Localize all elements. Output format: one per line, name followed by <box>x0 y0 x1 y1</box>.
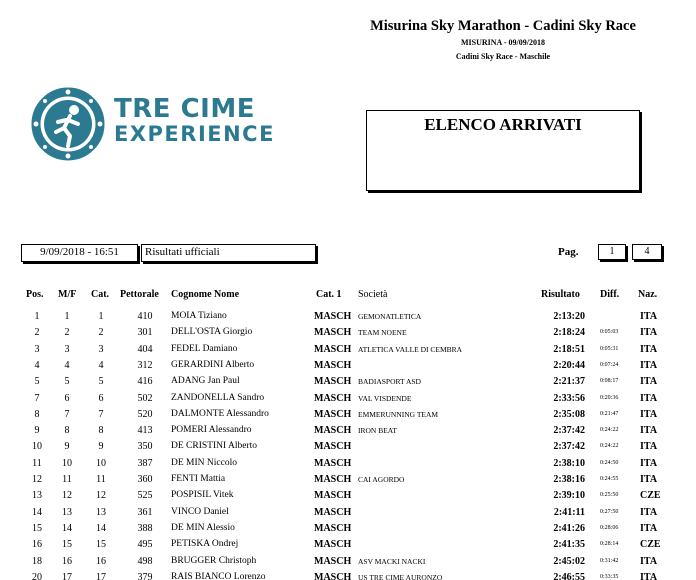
cell-mf: 17 <box>62 571 72 580</box>
cell-pos: 16 <box>32 539 42 551</box>
cell-name: RAIS BIANCO Lorenzo <box>171 571 266 580</box>
cell-name: DALMONTE Alessandro <box>171 408 269 419</box>
cell-mf: 2 <box>64 327 70 339</box>
cell-bib: 361 <box>137 506 153 518</box>
cell-bib: 410 <box>137 311 153 322</box>
col-header-pos: Pos. <box>26 289 44 300</box>
cell-diff: 0:07:24 <box>600 361 619 368</box>
cell-result: 2:18:51 <box>553 343 585 355</box>
cell-pos: 14 <box>32 506 42 518</box>
table-row <box>0 572 696 580</box>
table-row <box>0 360 696 376</box>
cell-nat: ITA <box>640 311 658 322</box>
cell-society: EMMERUNNING TEAM <box>358 409 439 419</box>
cell-name: ZANDONELLA Sandro <box>171 392 265 403</box>
cell-mf: 13 <box>62 506 72 518</box>
cell-nat: ITA <box>640 457 658 469</box>
cell-result: 2:41:11 <box>553 506 585 518</box>
cell-diff: 0:28:06 <box>600 524 619 531</box>
table-row <box>0 327 696 343</box>
cell-cat1: MASCH <box>314 441 352 453</box>
table-row <box>0 507 696 523</box>
logo-text-tre-cime: TRE CIME <box>114 94 255 124</box>
cell-cat: 11 <box>96 474 106 485</box>
cell-name: FEDEL Damiano <box>171 343 238 354</box>
cell-pos: 8 <box>34 408 40 420</box>
cell-society: VAL VISDENDE <box>358 393 412 403</box>
cell-result: 2:20:44 <box>553 359 585 371</box>
cell-pos: 9 <box>34 425 40 437</box>
cell-bib: 416 <box>137 376 153 388</box>
cell-cat: 5 <box>98 376 104 388</box>
cell-name: DE MIN Alessio <box>171 522 235 533</box>
cell-result: 2:35:08 <box>553 408 585 420</box>
cell-cat1: MASCH <box>314 474 352 485</box>
cell-mf: 1 <box>64 311 70 322</box>
cell-nat: ITA <box>640 343 658 355</box>
cell-cat: 6 <box>98 392 104 404</box>
cell-society: TEAM NOENE <box>358 328 407 338</box>
cell-diff: 0:24:22 <box>600 427 619 434</box>
cell-cat1: MASCH <box>314 522 352 534</box>
cell-cat: 14 <box>96 522 106 534</box>
cell-cat: 7 <box>98 408 104 420</box>
cell-society: CAI AGORDO <box>358 475 405 484</box>
table-row <box>0 311 696 327</box>
cell-result: 2:38:10 <box>553 457 585 469</box>
cell-pos: 10 <box>32 441 42 453</box>
cell-society: ASV MACKI NACKI <box>358 556 426 566</box>
cell-mf: 8 <box>64 425 70 437</box>
cell-cat: 17 <box>96 571 106 580</box>
cell-society: IRON BEAT <box>358 426 397 436</box>
col-header-result: Risultato <box>541 289 580 300</box>
table-row <box>0 409 696 425</box>
cell-cat1: MASCH <box>314 408 352 420</box>
cell-pos: 2 <box>34 327 40 339</box>
cell-cat: 16 <box>96 555 106 567</box>
cell-result: 2:37:42 <box>553 425 585 437</box>
cell-mf: 12 <box>62 490 72 502</box>
col-header-society: Società <box>358 289 388 300</box>
cell-cat: 4 <box>98 359 104 371</box>
cell-bib: 495 <box>137 539 153 551</box>
cell-mf: 10 <box>62 457 72 469</box>
cell-mf: 5 <box>64 376 70 388</box>
cell-diff: 0:24:55 <box>600 476 619 482</box>
cell-cat1: MASCH <box>314 392 352 404</box>
cell-cat: 2 <box>98 327 104 339</box>
cell-nat: CZE <box>640 490 661 502</box>
cell-cat: 1 <box>98 311 104 322</box>
table-row <box>0 539 696 555</box>
cell-cat1: MASCH <box>314 457 352 469</box>
cell-cat: 10 <box>96 457 106 469</box>
cell-nat: ITA <box>640 327 658 339</box>
cell-diff: 0:24:50 <box>600 459 619 466</box>
race-title: Misurina Sky Marathon - Cadini Sky Race <box>370 18 636 34</box>
runner-icon <box>30 86 106 162</box>
cell-result: 2:38:16 <box>553 474 585 485</box>
cell-bib: 413 <box>137 425 153 437</box>
cell-pos: 4 <box>34 359 40 371</box>
race-category: Cadini Sky Race - Maschile <box>455 52 551 61</box>
cell-pos: 7 <box>34 392 40 404</box>
cell-result: 2:45:02 <box>553 555 585 567</box>
cell-diff: 0:31:42 <box>600 557 619 564</box>
cell-cat1: MASCH <box>314 327 352 339</box>
cell-nat: ITA <box>640 506 658 518</box>
cell-name: DE CRISTINI Alberto <box>171 441 258 452</box>
cell-pos: 5 <box>34 376 40 388</box>
col-header-cat: Cat. <box>91 289 110 300</box>
cell-result: 2:46:55 <box>553 571 585 580</box>
cell-bib: 498 <box>137 555 153 567</box>
cell-nat: ITA <box>640 474 658 485</box>
table-row <box>0 393 696 409</box>
cell-diff: 0:28:14 <box>600 541 619 548</box>
cell-result: 2:41:26 <box>553 522 585 534</box>
cell-result: 2:21:37 <box>553 376 585 388</box>
col-header-bib: Pettorale <box>120 289 159 300</box>
cell-diff: 0:24:22 <box>600 443 619 450</box>
cell-cat1: MASCH <box>314 539 352 551</box>
cell-cat1: MASCH <box>314 490 352 502</box>
cell-name: POMERI Alessandro <box>171 425 252 436</box>
cell-result: 2:37:42 <box>553 441 585 453</box>
cell-diff: 0:05:31 <box>600 345 619 352</box>
cell-nat: ITA <box>640 359 658 371</box>
cell-diff: 0:21:47 <box>600 410 619 417</box>
cell-mf: 6 <box>64 392 70 404</box>
cell-bib: 350 <box>137 441 153 453</box>
cell-bib: 360 <box>137 474 153 485</box>
cell-cat1: MASCH <box>314 555 352 567</box>
table-row <box>0 376 696 392</box>
cell-pos: 13 <box>32 490 42 502</box>
cell-nat: CZE <box>640 539 661 551</box>
cell-pos: 3 <box>34 343 40 355</box>
cell-bib: 301 <box>137 327 153 339</box>
cell-cat1: MASCH <box>314 343 352 355</box>
table-row <box>0 344 696 360</box>
cell-society: ATLETICA VALLE DI CEMBRA <box>358 344 463 354</box>
table-row <box>0 441 696 457</box>
logo-text-experience: EXPERIENCE <box>114 122 275 146</box>
cell-cat1: MASCH <box>314 376 352 388</box>
cell-mf: 14 <box>62 522 72 534</box>
cell-mf: 11 <box>62 474 72 485</box>
cell-bib: 404 <box>137 343 153 355</box>
cell-name: ADANG Jan Paul <box>171 376 240 387</box>
table-row <box>0 490 696 506</box>
col-header-name: Cognome Nome <box>171 289 240 300</box>
table-row <box>0 458 696 474</box>
cell-bib: 520 <box>137 408 153 420</box>
cell-result: 2:39:10 <box>553 490 585 502</box>
race-date: MISURINA - 09/09/2018 <box>460 38 545 47</box>
col-header-diff: Diff. <box>600 289 620 300</box>
col-header-nat: Naz. <box>638 289 658 300</box>
cell-mf: 4 <box>64 359 70 371</box>
cell-name: MOIA Tiziano <box>171 311 227 321</box>
cell-pos: 1 <box>34 311 40 322</box>
cell-name: PETISKA Ondrej <box>171 539 239 550</box>
table-row <box>0 474 696 490</box>
cell-bib: 387 <box>137 457 153 469</box>
cell-name: DE MIN Niccolo <box>171 457 237 468</box>
col-header-cat1: Cat. 1 <box>316 289 342 300</box>
cell-nat: ITA <box>640 425 658 437</box>
page-label: Pag. <box>558 246 579 258</box>
cell-society: US TRE CIME AURONZO <box>358 572 443 580</box>
page-total: 4 <box>632 244 662 260</box>
cell-result: 2:18:24 <box>553 327 585 339</box>
cell-society: GEMONATLETICA <box>358 312 422 321</box>
cell-diff: 0:20:36 <box>600 394 619 401</box>
cell-mf: 16 <box>62 555 72 567</box>
cell-diff: 0:25:50 <box>600 492 619 499</box>
cell-name: FENTI Mattia <box>171 474 226 484</box>
cell-diff: 0:08:17 <box>600 378 619 385</box>
cell-nat: ITA <box>640 376 658 388</box>
cell-name: POSPISIL Vitek <box>171 490 234 501</box>
cell-pos: 11 <box>32 457 42 469</box>
cell-nat: ITA <box>640 408 658 420</box>
cell-bib: 525 <box>137 490 153 502</box>
cell-result: 2:33:56 <box>553 392 585 404</box>
cell-cat: 8 <box>98 425 104 437</box>
col-header-mf: M/F <box>58 289 77 300</box>
results-status: Risultati ufficiali <box>141 244 316 262</box>
tre-cime-logo <box>30 86 275 162</box>
cell-mf: 9 <box>64 441 70 453</box>
cell-cat1: MASCH <box>314 425 352 437</box>
cell-cat1: MASCH <box>314 359 352 371</box>
print-datetime: 9/09/2018 - 16:51 <box>21 244 138 262</box>
cell-pos: 12 <box>32 474 42 485</box>
cell-society: BADIASPORT ASD <box>358 377 421 387</box>
cell-mf: 7 <box>64 408 70 420</box>
cell-diff: 0:05:03 <box>600 329 619 336</box>
cell-bib: 312 <box>137 359 153 371</box>
cell-pos: 20 <box>32 571 42 580</box>
cell-cat: 12 <box>96 490 106 502</box>
cell-pos: 15 <box>32 522 42 534</box>
cell-result: 2:41:35 <box>553 539 585 551</box>
cell-pos: 18 <box>32 555 42 567</box>
table-row <box>0 523 696 539</box>
cell-nat: ITA <box>640 555 658 567</box>
cell-nat: ITA <box>640 392 658 404</box>
document-title: ELENCO ARRIVATI <box>424 115 582 134</box>
table-row <box>0 556 696 572</box>
cell-mf: 3 <box>64 343 70 355</box>
cell-cat: 13 <box>96 506 106 518</box>
cell-name: VINCO Daniel <box>171 506 229 517</box>
cell-bib: 379 <box>137 571 153 580</box>
cell-name: DELL'OSTA Giorgio <box>171 327 253 338</box>
page-number: 1 <box>598 244 626 260</box>
cell-name: GERARDINI Alberto <box>171 359 255 370</box>
cell-name: BRUGGER Christoph <box>171 555 257 566</box>
cell-nat: ITA <box>640 571 658 580</box>
cell-bib: 502 <box>137 392 153 404</box>
cell-cat: 9 <box>98 441 104 453</box>
document-title-box <box>366 110 640 191</box>
cell-mf: 15 <box>62 539 72 551</box>
table-row <box>0 425 696 441</box>
cell-cat1: MASCH <box>314 571 352 580</box>
cell-cat1: MASCH <box>314 311 352 322</box>
cell-bib: 388 <box>137 522 153 534</box>
cell-result: 2:13:20 <box>553 311 585 322</box>
cell-nat: ITA <box>640 441 658 453</box>
cell-cat: 3 <box>98 343 104 355</box>
cell-cat1: MASCH <box>314 506 352 518</box>
cell-diff: 0:27:50 <box>600 508 619 515</box>
cell-cat: 15 <box>96 539 106 551</box>
cell-diff: 0:33:35 <box>600 573 619 580</box>
cell-nat: ITA <box>640 522 658 534</box>
